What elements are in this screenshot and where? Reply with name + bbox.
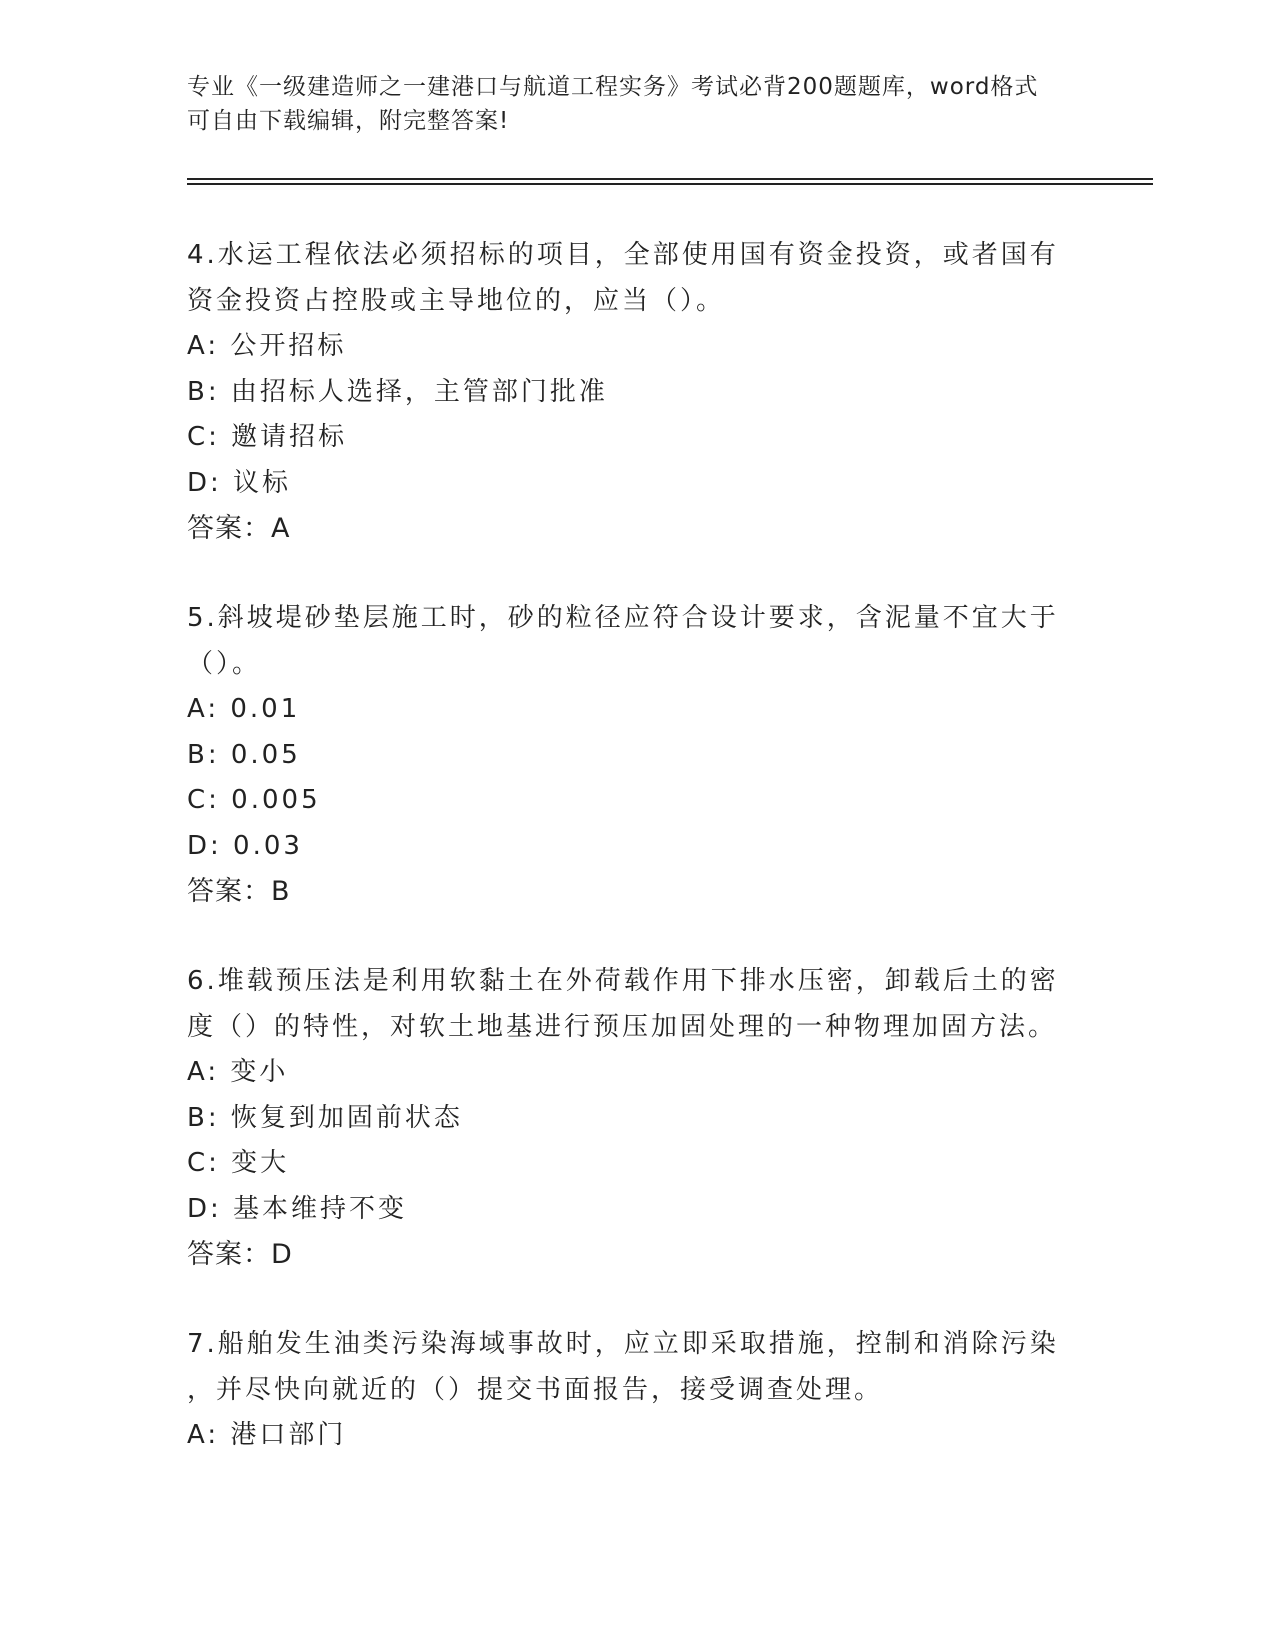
option-c: C: 邀请招标 xyxy=(187,422,348,452)
question-text: ，并尽快向就近的（）提交书面报告，接受调查处理。 xyxy=(187,1375,884,1405)
option-a: A: 0.01 xyxy=(187,694,301,724)
option-a: A: 变小 xyxy=(187,1057,289,1087)
option-b: B: 由招标人选择，主管部门批准 xyxy=(187,376,608,407)
question-5 xyxy=(187,595,1087,915)
header-divider-top xyxy=(187,178,1153,180)
header-line: 可自由下载编辑，附完整答案! xyxy=(187,108,510,134)
option-b: B: 恢复到加固前状态 xyxy=(187,1102,463,1133)
option-c: C: 变大 xyxy=(187,1148,290,1178)
answer-text: 答案：B xyxy=(187,876,291,907)
question-list xyxy=(187,232,1087,1502)
answer-text: 答案：A xyxy=(187,513,291,544)
question-text: 6.堆载预压法是利用软黏土在外荷载作用下排水压密，卸载后土的密 xyxy=(187,966,1059,996)
question-4 xyxy=(187,232,1087,552)
header-line: 专业《一级建造师之一建港口与航道工程实务》考试必背200题题库，word格式 xyxy=(187,74,1039,100)
question-7 xyxy=(187,1321,1087,1459)
question-text: 资金投资占控股或主导地位的，应当（）。 xyxy=(187,286,726,316)
option-a: A: 公开招标 xyxy=(187,331,347,361)
option-d: D: 议标 xyxy=(187,467,292,498)
option-a: A: 港口部门 xyxy=(187,1420,347,1450)
document-header xyxy=(187,70,1067,138)
header-divider-bottom xyxy=(187,183,1153,185)
question-text: 7.船舶发生油类污染海域事故时，应立即采取措施，控制和消除污染 xyxy=(187,1329,1059,1359)
option-b: B: 0.05 xyxy=(187,739,301,770)
answer-text: 答案：D xyxy=(187,1239,293,1270)
question-text: 4.水运工程依法必须招标的项目，全部使用国有资金投资，或者国有 xyxy=(187,240,1059,270)
option-c: C: 0.005 xyxy=(187,785,321,815)
question-text: 5.斜坡堤砂垫层施工时，砂的粒径应符合设计要求，含泥量不宜大于 xyxy=(187,603,1059,633)
question-text: 度（）的特性，对软土地基进行预压加固处理的一种物理加固方法。 xyxy=(187,1012,1058,1042)
option-d: D: 基本维持不变 xyxy=(187,1193,408,1224)
question-text: （）。 xyxy=(187,649,262,679)
option-d: D: 0.03 xyxy=(187,830,303,861)
question-6 xyxy=(187,958,1087,1278)
